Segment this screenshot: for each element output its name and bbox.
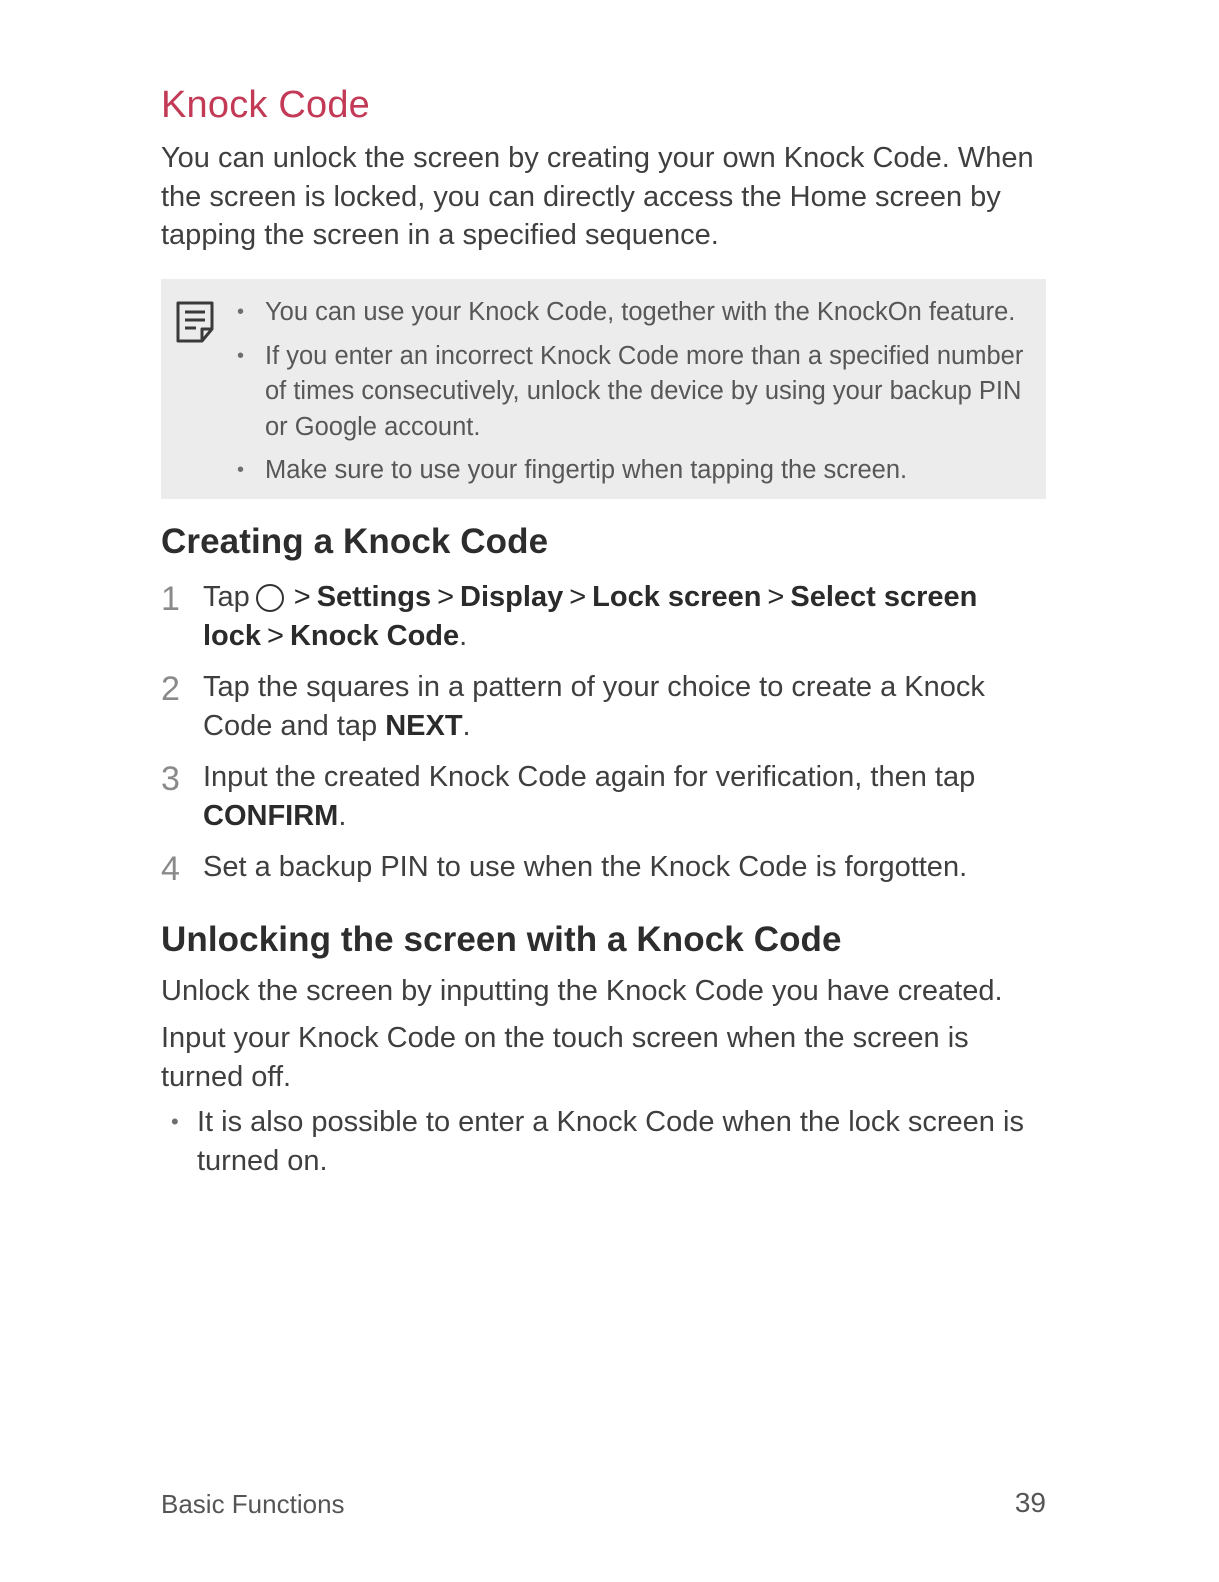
unlocking-paragraph-1: Unlock the screen by inputting the Knock Code you have created.	[161, 975, 1003, 1007]
footer-section: Basic Functions	[161, 1489, 345, 1519]
note-icon	[175, 300, 215, 344]
unlocking-bullet: • It is also possible to enter a Knock Code when the lock screen is turned on.	[161, 1103, 1046, 1180]
note-item: • Make sure to use your fingertip when tapping the screen.	[237, 453, 1027, 489]
note-item: • You can use your Knock Code, together with the KnockOn feature.	[237, 295, 1027, 331]
menu-knock-code: Knock Code	[289, 619, 460, 652]
menu-display: Display	[460, 581, 564, 613]
unlocking-paragraph-2: Input your Knock Code on the touch screen when the screen is turned off.	[161, 1022, 969, 1093]
unlocking-heading: Unlocking the screen with a Knock Code	[161, 920, 842, 959]
confirm-label: CONFIRM	[203, 799, 339, 832]
step-2: 2 Tap the squares in a pattern of your choice to create a Knock Code and tap NEXT.	[161, 670, 985, 742]
note-box	[161, 279, 1046, 499]
creating-heading: Creating a Knock Code	[161, 522, 549, 561]
menu-lock-screen: Lock screen	[592, 581, 762, 613]
home-button-icon	[256, 584, 284, 612]
step-number: 1	[161, 580, 180, 618]
step-4: 4 Set a backup PIN to use when the Knock Code is forgotten.	[161, 850, 968, 888]
step-number: 4	[161, 850, 180, 888]
step-number: 2	[161, 670, 180, 708]
next-label: NEXT	[385, 709, 463, 742]
page-title: Knock Code	[161, 84, 371, 126]
menu-select-screen-lock: Select screen lock	[203, 581, 978, 652]
step-1: 1 Tap > Settings > Display > Lock screen > Select screen lock > Knock Code.	[161, 580, 978, 652]
menu-settings: Settings	[316, 581, 432, 613]
creating-steps	[161, 578, 1046, 900]
note-item: • If you enter an incorrect Knock Code more than a specified number of times consecutively, unlock the device by using your backup PIN or Google account.	[237, 339, 1027, 446]
page-number: 39	[1014, 1487, 1046, 1518]
note-list	[237, 295, 1027, 497]
step-number: 3	[161, 760, 180, 798]
step-3: 3 Input the created Knock Code again for verification, then tap CONFIRM.	[161, 760, 976, 832]
intro-paragraph: You can unlock the screen by creating your own Knock Code. When the screen is locked, you can directly access the Home screen by tapping the screen in a specified sequence.	[161, 142, 1034, 251]
